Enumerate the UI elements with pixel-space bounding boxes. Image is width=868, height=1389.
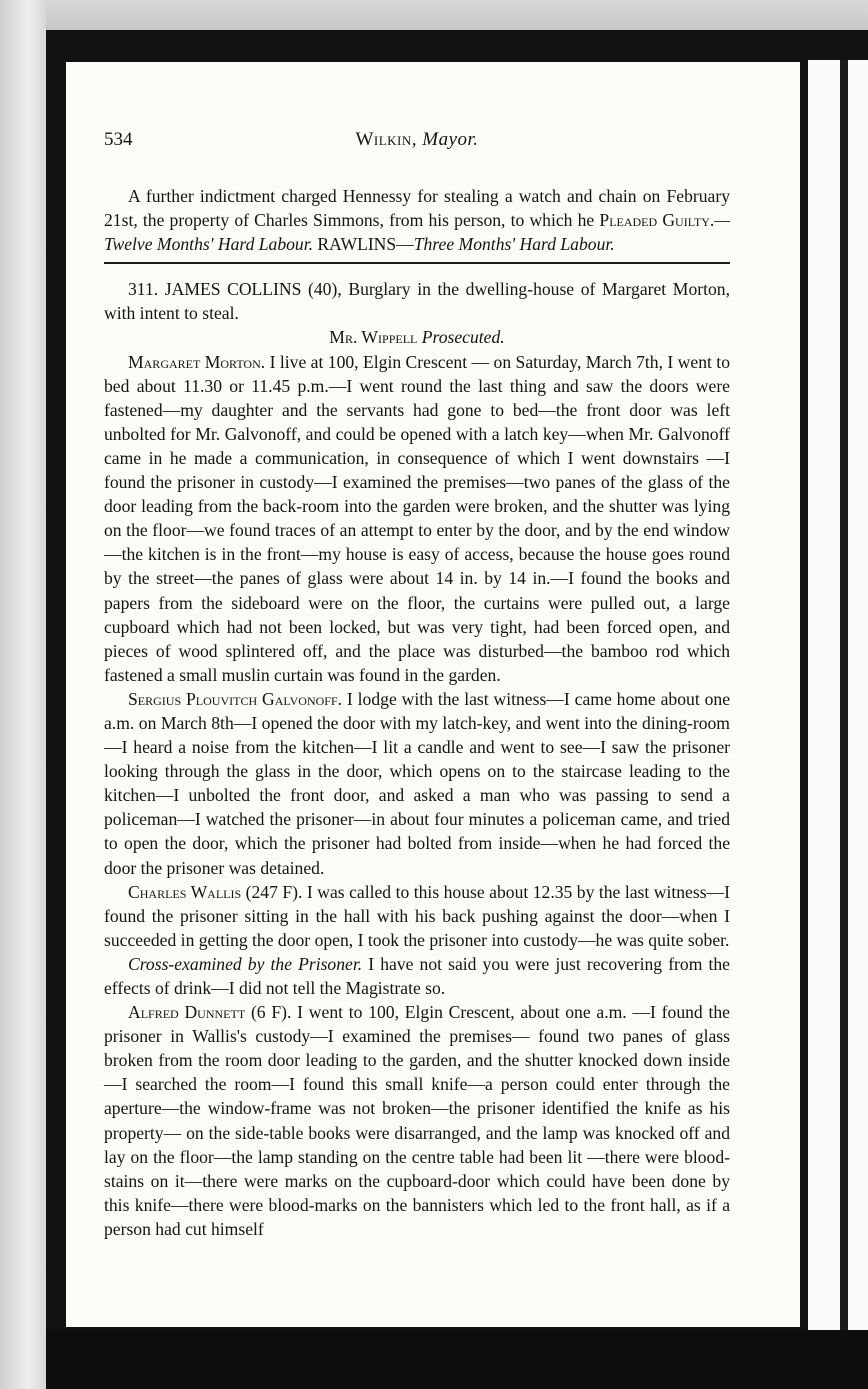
running-title-name: Wilkin, [355, 129, 417, 150]
witness-name: Margaret Morton. [128, 351, 266, 372]
witness-badge: (247 F). [241, 881, 303, 902]
rawlins-name: RAWLINS— [313, 234, 414, 255]
testimony-morton [104, 350, 730, 687]
scan-left-margin [0, 0, 46, 1389]
sentence-hennessy: —Twelve Months' Hard Labour. [104, 210, 730, 255]
case-heading: 311. JAMES COLLINS (40), Burglary in the dwelling-house of Margaret Morton, with intent to steal. [104, 279, 730, 324]
prosecutor-name: Mr. Wippell [329, 327, 418, 348]
page-content [104, 128, 730, 1241]
testimony-galvonoff [104, 687, 730, 880]
plea-text: Pleaded Guilty. [599, 210, 715, 231]
page-header [104, 128, 730, 162]
running-title-role: Mayor. [422, 129, 479, 150]
running-title [164, 128, 670, 152]
prosecutor-line [104, 325, 730, 349]
witness-name: Charles Wallis [128, 881, 242, 902]
cross-examination [104, 952, 730, 1000]
testimony-text: I went to 100, Elgin Crescent, about one a.m. —I found the prisoner in Wallis's custody—I examined the premises— found two panes of glass broken from the room door leading to the garden, and the shutter knocked down inside—I searched the room—I found this small knife—a person could enter through the aperture—the window-frame was not broken—the prisoner identified the knife as his property— on the side-table books were disarranged, and the lamp was knocked off and lay on the floor—the lamp standing on the centre table had been lit —there were blood-stains on it—there were marks on the cupboard-door which could have been done by this knife—there were blood-marks on the bannisters which led to the front hall, as if a person had cut himself [104, 1002, 730, 1239]
testimony-text: I lodge with the last witness—I came home about one a.m. on March 8th—I opened the door with my latch-key, and went into the dining-room—I heard a noise from the kitchen—I lit a candle and went to see—I saw the prisoner looking through the glass in the door, which opens on to the staircase leading to the kitchen—I unbolted the front door, and asked a man who was passing to send a policeman—I watched the prisoner—in about four minutes a policeman came, and tried to open the door, which the prisoner had bolted from inside—when he had forced the door the prisoner was detained. [104, 688, 730, 878]
scan-bottom-border [46, 1330, 868, 1389]
intro-paragraph [104, 184, 730, 256]
intro-text: A further indictment charged Hennessy for stealing a watch and chain on February 21st, the property of Charles Simmons, from his person, to which he [104, 186, 730, 231]
testimony-dunnett [104, 1000, 730, 1241]
witness-badge: (6 F). [245, 1002, 292, 1023]
testimony-text: I have not said you were just recovering from the effects of drink—I did not tell the Magistrate so. [104, 953, 730, 998]
testimony-wallis [104, 880, 730, 952]
testimony-text: I live at 100, Elgin Crescent — on Saturday, March 7th, I went to bed about 11.30 or 11.45 p.m.—I went round the last thing and saw the doors were fastened—my daughter and the servants had gone to bed—the front door was left unbolted for Mr. Galvonoff, and could be opened with a latch key—when Mr. Galvonoff came in he made a communication, in consequence of which I went downstairs —I found the prisoner in custody—I examined the premises—two panes of the glass of the door leading from the back-room into the garden were broken, and the shutter was lying on the floor—we found traces of an attempt to enter by the door, and by the end window—the kitchen is in the front—my house is easy of access, because the house goes round by the street—the panes of glass were about 14 in. by 14 in.—I found the books and papers from the sideboard were on the floor, the curtains were pulled out, a large cupboard which had not been locked, but was very tight, had been forced open, and pieces of wood splintered off, and the place was disturbed—the bamboo rod which fastened a small muslin curtain was found in the garden. [104, 351, 730, 685]
prosecutor-role: Prosecuted. [421, 327, 505, 348]
sentence-rawlins: Three Months' Hard Labour. [413, 234, 615, 255]
page-number: 534 [104, 129, 133, 150]
testimony-text: I was called to this house about 12.35 by the last witness—I found the prisoner sitting in the hall with his back pushing against the door—when I succeeded in getting the door open, I took the prisoner into custody—he was quite sober. [104, 881, 730, 950]
witness-name: Sergius Plouvitch Galvonoff. [128, 688, 343, 709]
page-gutter-shadow [840, 60, 848, 1330]
adjacent-page-edge [808, 60, 868, 1330]
witness-name: Alfred Dunnett [128, 1002, 246, 1023]
cross-label: Cross-examined by the Prisoner. [128, 953, 363, 974]
section-divider [104, 262, 730, 264]
